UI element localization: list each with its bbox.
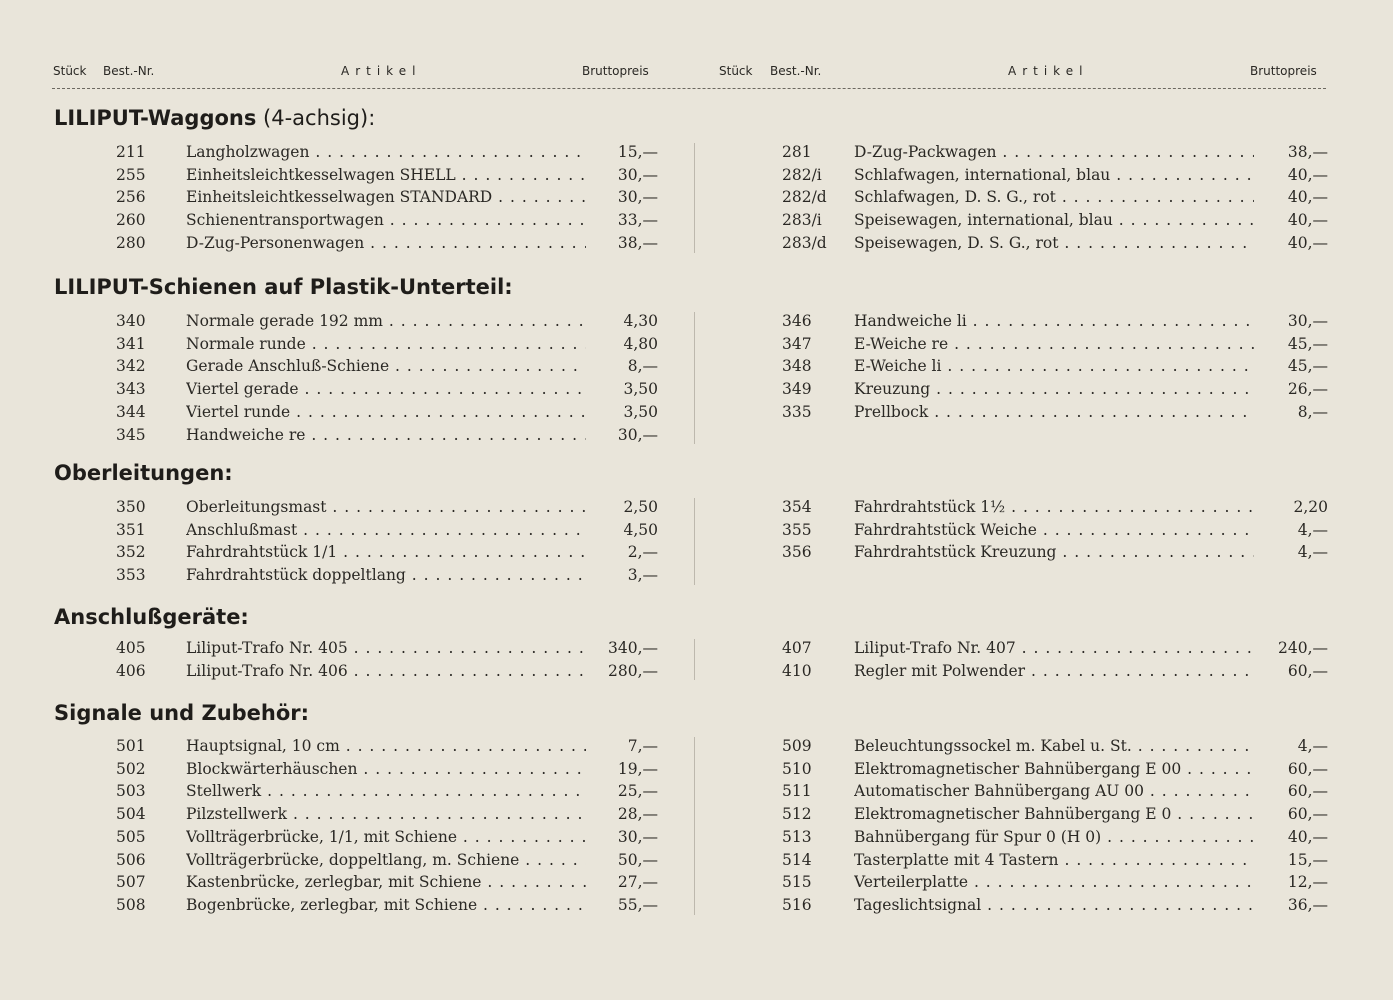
item-name: Elektromagnetischer Bahnübergang E 00 . . . <box>854 758 1254 780</box>
item-name: Oberleitungsmast . . . <box>186 496 586 518</box>
item-name: Blockwärterhäuschen . . . <box>186 758 586 780</box>
item-price: 8,— <box>627 357 658 376</box>
list-item <box>0 355 1393 377</box>
item-price: 50,— <box>617 850 658 869</box>
item-name: Elektromagnetischer Bahnübergang E 0 . . . <box>854 803 1254 825</box>
item-number: 511 <box>782 782 812 801</box>
list-item <box>0 894 1393 916</box>
list-item <box>0 378 1393 400</box>
header-bestnr: Best.-Nr. <box>103 64 155 78</box>
item-price: 45,— <box>1287 357 1328 376</box>
list-item <box>0 333 1393 355</box>
list-item <box>0 164 1393 186</box>
header-artikel: Artikel <box>341 64 422 78</box>
item-number: 513 <box>782 827 812 846</box>
header-preis: Bruttopreis <box>1250 64 1317 78</box>
item-price: 38,— <box>1287 143 1328 161</box>
item-number: 501 <box>116 737 146 755</box>
item-price: 340,— <box>607 639 658 657</box>
item-name: D-Zug-Packwagen . . . <box>854 141 1254 163</box>
item-name: Kreuzung . . . <box>854 378 1254 400</box>
item-name: Viertel gerade . . . <box>186 378 586 400</box>
section-title-text: Anschlußgeräte: <box>54 605 249 629</box>
item-number: 341 <box>116 334 146 353</box>
section-title <box>54 275 513 299</box>
item-number: 335 <box>782 402 812 421</box>
item-name: Einheitsleichtkesselwagen STANDARD . . . <box>186 186 586 208</box>
item-price: 27,— <box>617 873 658 892</box>
item-number: 351 <box>116 520 146 539</box>
item-number: 280 <box>116 233 146 252</box>
item-number: 504 <box>116 805 146 824</box>
item-name: Beleuchtungssockel m. Kabel u. St. . . . <box>854 735 1254 757</box>
item-name: Pilzstellwerk . . . <box>186 803 586 825</box>
item-name: Schlafwagen, D. S. G., rot . . . <box>854 186 1254 208</box>
item-name: Hauptsignal, 10 cm . . . <box>186 735 586 757</box>
item-price: 3,— <box>627 566 658 585</box>
item-name: Bahnübergang für Spur 0 (H 0) . . . <box>854 826 1254 848</box>
item-price: 4,— <box>1297 543 1328 562</box>
list-item <box>0 735 1393 757</box>
item-number: 343 <box>116 380 146 399</box>
item-price: 25,— <box>617 782 658 801</box>
item-name: Langholzwagen . . . <box>186 141 586 163</box>
item-number: 283/i <box>782 211 822 230</box>
item-name: E-Weiche re . . . <box>854 333 1254 355</box>
item-price: 40,— <box>1287 233 1328 252</box>
list-item <box>0 637 1393 659</box>
item-name: Verteilerplatte . . . <box>854 871 1254 893</box>
list-item <box>0 564 1393 586</box>
list-item <box>0 826 1393 848</box>
section-title <box>54 461 233 485</box>
item-price: 30,— <box>617 188 658 207</box>
header-stueck: Stück <box>719 64 753 78</box>
item-name: Fahrdrahtstück Kreuzung . . . <box>854 541 1254 563</box>
item-name: Gerade Anschluß-Schiene . . . <box>186 355 586 377</box>
item-number: 506 <box>116 850 146 869</box>
section-title-text: Oberleitungen: <box>54 461 233 485</box>
item-price: 280,— <box>607 661 658 680</box>
item-price: 19,— <box>617 759 658 778</box>
item-number: 352 <box>116 543 146 562</box>
item-name: Fahrdrahtstück 1/1 . . . <box>186 541 586 563</box>
item-name: Vollträgerbrücke, doppeltlang, m. Schiene . . . <box>186 849 586 871</box>
item-number: 340 <box>116 312 146 330</box>
item-number: 407 <box>782 639 812 657</box>
item-number: 503 <box>116 782 146 801</box>
item-number: 514 <box>782 850 812 869</box>
item-price: 2,— <box>627 543 658 562</box>
item-price: 3,50 <box>623 380 658 399</box>
section-title-text: LILIPUT-Waggons <box>54 106 257 130</box>
item-number: 345 <box>116 425 146 444</box>
list-item <box>0 849 1393 871</box>
item-number: 348 <box>782 357 812 376</box>
item-name: Schlafwagen, international, blau . . . <box>854 164 1254 186</box>
item-price: 26,— <box>1287 380 1328 399</box>
item-price: 30,— <box>617 165 658 184</box>
item-name: Bogenbrücke, zerlegbar, mit Schiene . . . <box>186 894 586 916</box>
item-number: 282/d <box>782 188 827 207</box>
item-price: 28,— <box>617 805 658 824</box>
item-name: Liliput-Trafo Nr. 405 . . . <box>186 637 586 659</box>
item-price: 60,— <box>1287 759 1328 778</box>
list-item <box>0 424 1393 446</box>
item-name: Prellbock . . . <box>854 401 1254 423</box>
item-name: Tageslichtsignal . . . <box>854 894 1254 916</box>
item-name: Liliput-Trafo Nr. 407 . . . <box>854 637 1254 659</box>
item-number: 281 <box>782 143 812 161</box>
section-title <box>54 701 309 725</box>
item-number: 211 <box>116 143 146 161</box>
item-price: 12,— <box>1287 873 1328 892</box>
list-item <box>0 310 1393 332</box>
item-number: 505 <box>116 827 146 846</box>
section-title-text: Signale und Zubehör: <box>54 701 310 725</box>
item-name: Fahrdrahtstück 1½ . . . <box>854 496 1254 518</box>
item-price: 45,— <box>1287 334 1328 353</box>
item-number: 502 <box>116 759 146 778</box>
item-price: 30,— <box>1287 312 1328 330</box>
item-name: Schienentransportwagen . . . <box>186 209 586 231</box>
item-name: Liliput-Trafo Nr. 406 . . . <box>186 660 586 682</box>
item-name: Vollträgerbrücke, 1/1, mit Schiene . . . <box>186 826 586 848</box>
item-price: 33,— <box>617 211 658 230</box>
item-name: Einheitsleichtkesselwagen SHELL . . . <box>186 164 586 186</box>
item-name: Automatischer Bahnübergang AU 00 . . . <box>854 780 1254 802</box>
item-price: 4,— <box>1297 737 1328 755</box>
item-price: 40,— <box>1287 188 1328 207</box>
section-title-text: LILIPUT-Schienen auf Plastik-Unterteil: <box>54 275 513 299</box>
item-price: 40,— <box>1287 165 1328 184</box>
item-price: 55,— <box>617 895 658 914</box>
item-number: 507 <box>116 873 146 892</box>
item-name: Fahrdrahtstück Weiche . . . <box>854 519 1254 541</box>
item-number: 515 <box>782 873 812 892</box>
item-name: Viertel runde . . . <box>186 401 586 423</box>
item-number: 255 <box>116 165 146 184</box>
item-number: 356 <box>782 543 812 562</box>
item-name: Tasterplatte mit 4 Tastern . . . <box>854 849 1254 871</box>
list-item <box>0 871 1393 893</box>
item-price: 60,— <box>1287 805 1328 824</box>
item-price: 3,50 <box>623 402 658 421</box>
list-item <box>0 541 1393 563</box>
item-number: 349 <box>782 380 812 399</box>
item-number: 342 <box>116 357 146 376</box>
item-number: 346 <box>782 312 812 330</box>
item-name: Speisewagen, D. S. G., rot . . . <box>854 232 1254 254</box>
item-price: 15,— <box>617 143 658 161</box>
list-item <box>0 186 1393 208</box>
item-price: 60,— <box>1287 782 1328 801</box>
item-number: 410 <box>782 661 812 680</box>
section-title <box>54 605 249 629</box>
item-number: 256 <box>116 188 146 207</box>
item-price: 2,20 <box>1293 498 1328 516</box>
item-name: Speisewagen, international, blau . . . <box>854 209 1254 231</box>
item-name: Stellwerk . . . <box>186 780 586 802</box>
item-number: 509 <box>782 737 812 755</box>
item-price: 36,— <box>1287 895 1328 914</box>
item-price: 30,— <box>617 425 658 444</box>
item-number: 406 <box>116 661 146 680</box>
item-number: 508 <box>116 895 146 914</box>
list-item <box>0 780 1393 802</box>
item-price: 4,50 <box>623 520 658 539</box>
item-name: D-Zug-Personenwagen . . . <box>186 232 586 254</box>
item-name: Kastenbrücke, zerlegbar, mit Schiene . . . <box>186 871 586 893</box>
item-price: 15,— <box>1287 850 1328 869</box>
item-number: 516 <box>782 895 812 914</box>
header-bestnr: Best.-Nr. <box>770 64 822 78</box>
list-item <box>0 232 1393 254</box>
header-rule <box>52 88 1326 89</box>
item-price: 4,80 <box>623 334 658 353</box>
item-name: Handweiche re . . . <box>186 424 586 446</box>
list-item <box>0 209 1393 231</box>
item-price: 240,— <box>1277 639 1328 657</box>
item-number: 355 <box>782 520 812 539</box>
item-price: 8,— <box>1297 402 1328 421</box>
item-price: 4,30 <box>623 312 658 330</box>
header-stueck: Stück <box>53 64 87 78</box>
list-item <box>0 401 1393 423</box>
item-price: 40,— <box>1287 211 1328 230</box>
item-number: 512 <box>782 805 812 824</box>
list-item <box>0 519 1393 541</box>
item-name: Normale gerade 192 mm . . . <box>186 310 586 332</box>
list-item <box>0 660 1393 682</box>
list-item <box>0 496 1393 518</box>
section-title <box>54 106 375 130</box>
item-price: 4,— <box>1297 520 1328 539</box>
header-preis: Bruttopreis <box>582 64 649 78</box>
item-price: 40,— <box>1287 827 1328 846</box>
item-name: Normale runde . . . <box>186 333 586 355</box>
item-number: 347 <box>782 334 812 353</box>
item-price: 7,— <box>627 737 658 755</box>
section-subtitle: (4-achsig): <box>256 106 376 130</box>
item-name: Handweiche li . . . <box>854 310 1254 332</box>
item-number: 344 <box>116 402 146 421</box>
item-number: 260 <box>116 211 146 230</box>
list-item <box>0 803 1393 825</box>
item-number: 353 <box>116 566 146 585</box>
item-price: 38,— <box>617 233 658 252</box>
item-number: 405 <box>116 639 146 657</box>
item-name: Regler mit Polwender . . . <box>854 660 1254 682</box>
item-name: Anschlußmast . . . <box>186 519 586 541</box>
item-number: 283/d <box>782 233 827 252</box>
item-price: 60,— <box>1287 661 1328 680</box>
item-name: Fahrdrahtstück doppeltlang . . . <box>186 564 586 586</box>
item-number: 282/i <box>782 165 822 184</box>
item-number: 350 <box>116 498 146 516</box>
list-item <box>0 141 1393 163</box>
item-price: 30,— <box>617 827 658 846</box>
list-item <box>0 758 1393 780</box>
item-number: 510 <box>782 759 812 778</box>
item-price: 2,50 <box>623 498 658 516</box>
item-number: 354 <box>782 498 812 516</box>
item-name: E-Weiche li . . . <box>854 355 1254 377</box>
header-artikel: Artikel <box>1008 64 1089 78</box>
